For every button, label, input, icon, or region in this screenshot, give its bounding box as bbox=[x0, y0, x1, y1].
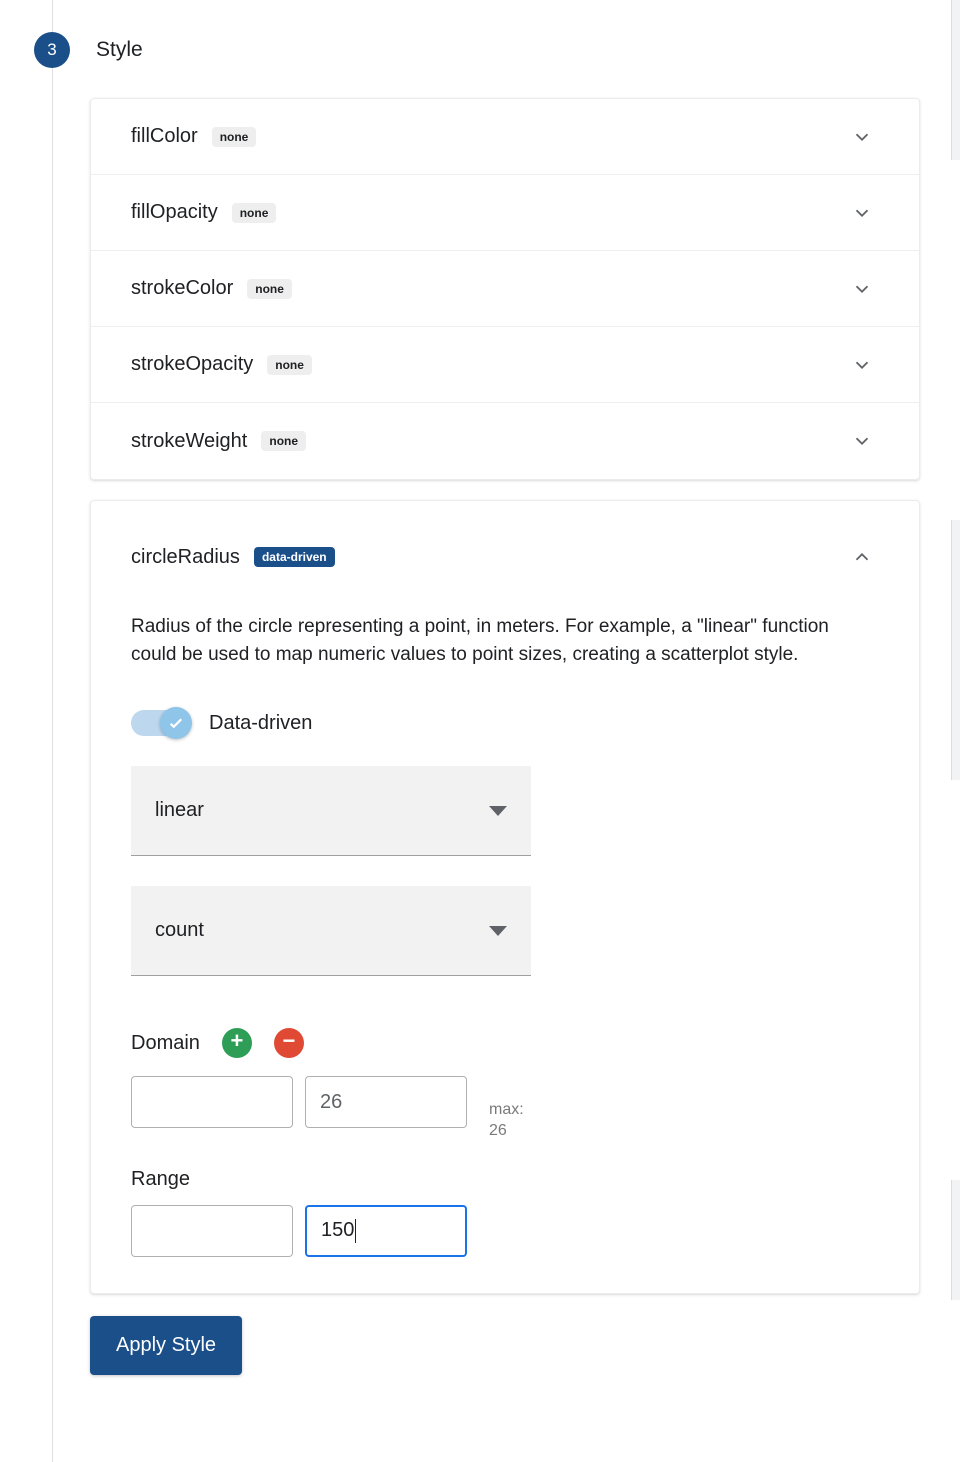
field-select[interactable] bbox=[131, 886, 531, 976]
property-row-circleRadius[interactable] bbox=[91, 501, 919, 613]
chevron-down-icon[interactable] bbox=[851, 278, 873, 300]
function-select[interactable] bbox=[131, 766, 531, 856]
domain-max-note-value: 26 bbox=[489, 1121, 507, 1139]
range-max-input[interactable] bbox=[305, 1205, 467, 1257]
data-driven-label: Data-driven bbox=[209, 711, 313, 734]
property-badge: none bbox=[247, 279, 292, 299]
style-properties-card bbox=[90, 98, 920, 480]
data-driven-toggle-row[interactable] bbox=[131, 710, 919, 736]
remove-domain-button[interactable] bbox=[274, 1028, 304, 1058]
property-badge: data-driven bbox=[254, 547, 335, 567]
property-row-strokeColor[interactable] bbox=[91, 251, 919, 327]
property-name: circleRadius bbox=[131, 545, 240, 568]
step-number-badge: 3 bbox=[34, 32, 70, 68]
property-name: strokeOpacity bbox=[131, 353, 254, 375]
text-cursor bbox=[355, 1219, 356, 1243]
range-min-input[interactable] bbox=[131, 1205, 293, 1257]
function-select-value: linear bbox=[155, 799, 204, 822]
chevron-down-icon[interactable] bbox=[851, 202, 873, 224]
property-badge: none bbox=[212, 127, 257, 147]
field-select-value: count bbox=[155, 919, 204, 942]
check-icon bbox=[160, 707, 192, 739]
domain-max-note-label: max: bbox=[489, 1101, 524, 1119]
step-header bbox=[34, 32, 143, 68]
apply-style-button[interactable]: Apply Style bbox=[90, 1316, 242, 1375]
stepper-rail bbox=[52, 0, 53, 1462]
property-badge: none bbox=[232, 203, 277, 223]
right-edge-sliver-top bbox=[951, 0, 960, 160]
property-card-circleRadius bbox=[90, 500, 920, 1294]
chevron-up-icon[interactable] bbox=[851, 546, 873, 568]
property-row-strokeWeight[interactable] bbox=[91, 403, 919, 479]
range-label-row bbox=[131, 1168, 919, 1191]
property-name: fillColor bbox=[131, 125, 198, 147]
domain-label: Domain bbox=[131, 1031, 200, 1054]
data-driven-toggle[interactable] bbox=[131, 710, 189, 736]
add-domain-button[interactable] bbox=[222, 1028, 252, 1058]
right-edge-sliver-mid bbox=[951, 520, 960, 780]
property-name: strokeWeight bbox=[131, 429, 248, 452]
property-badge: none bbox=[267, 355, 312, 375]
range-max-value: 150 bbox=[321, 1219, 355, 1242]
style-panel bbox=[90, 98, 920, 1375]
plus-icon: + bbox=[230, 1028, 244, 1054]
domain-max-note bbox=[489, 1100, 549, 1142]
property-row-strokeOpacity[interactable] bbox=[91, 327, 919, 403]
property-description: Radius of the circle representing a point, in meters. For example, a "linear" function could be used to map numeric values to point sizes, creating a scatterplot style. bbox=[131, 616, 829, 665]
property-name: fillOpacity bbox=[131, 201, 218, 223]
domain-label-row bbox=[131, 1028, 919, 1058]
property-name: strokeColor bbox=[131, 277, 234, 299]
right-edge-sliver-bottom bbox=[951, 1180, 960, 1300]
domain-min-input[interactable] bbox=[131, 1076, 293, 1128]
property-row-fillColor[interactable] bbox=[91, 99, 919, 175]
page-title: Style bbox=[96, 38, 143, 61]
range-inputs bbox=[131, 1205, 919, 1257]
property-badge: none bbox=[261, 431, 306, 451]
domain-inputs bbox=[131, 1076, 919, 1142]
property-row-fillOpacity[interactable] bbox=[91, 175, 919, 251]
caret-down-icon bbox=[489, 806, 507, 816]
minus-icon: − bbox=[282, 1028, 296, 1054]
chevron-down-icon[interactable] bbox=[851, 430, 873, 452]
chevron-down-icon[interactable] bbox=[851, 354, 873, 376]
range-label: Range bbox=[131, 1167, 190, 1190]
chevron-down-icon[interactable] bbox=[851, 126, 873, 148]
domain-max-input[interactable]: 26 bbox=[305, 1076, 467, 1128]
caret-down-icon bbox=[489, 926, 507, 936]
